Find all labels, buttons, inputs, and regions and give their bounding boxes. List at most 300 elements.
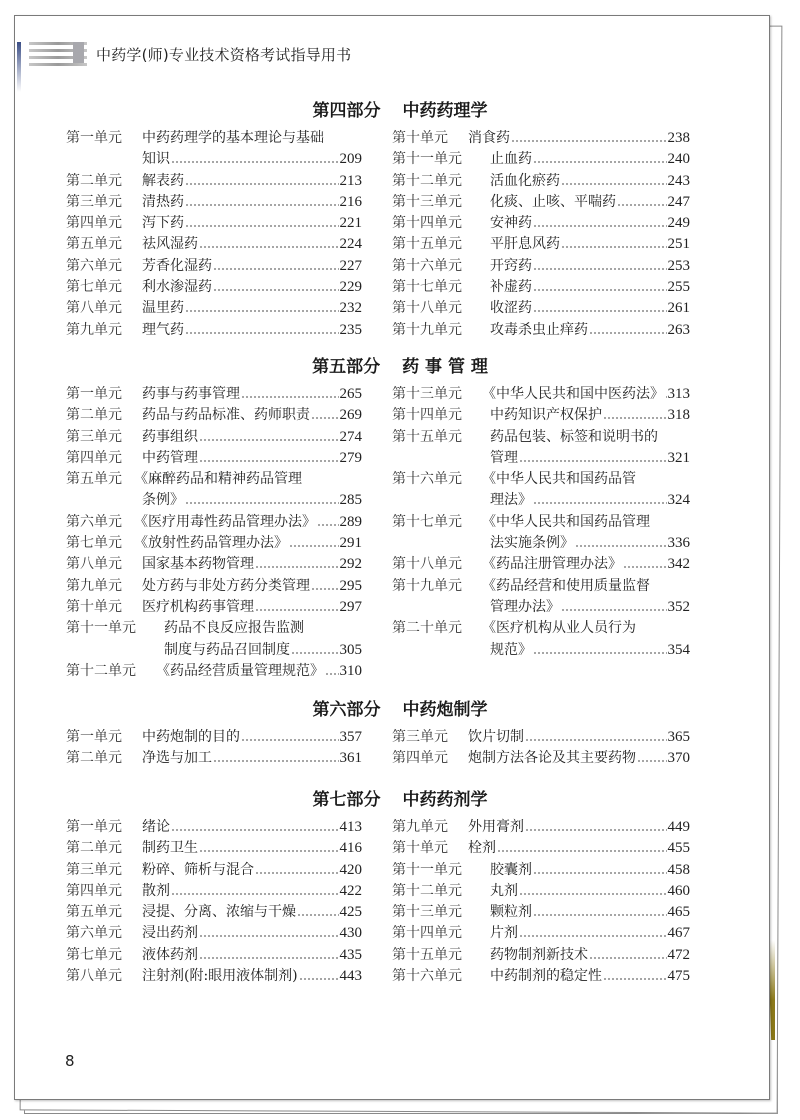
dot-leader <box>533 149 667 163</box>
entry-title: 消食药 <box>468 130 510 146</box>
toc-entry[interactable] <box>66 618 362 661</box>
unit-label: 第十一单元 <box>392 861 462 878</box>
entry-title: 药物制剂新技术 <box>490 946 588 963</box>
page-ref: 261 <box>667 300 690 317</box>
toc-entry[interactable] <box>66 966 362 987</box>
entry-title-line1: 《药品经营和使用质量监督 <box>482 577 650 594</box>
entry-title: 芳香化湿药 <box>142 257 212 274</box>
dot-leader <box>171 817 339 831</box>
blue-page-edge <box>17 42 21 92</box>
toc-entry[interactable] <box>66 427 362 448</box>
page-number: 8 <box>65 1052 75 1070</box>
toc-entry[interactable] <box>66 533 362 554</box>
page-ref: 209 <box>339 151 362 168</box>
page-ref: 449 <box>667 819 690 835</box>
entry-title-line1: 《医疗机构从业人员行为 <box>482 620 636 637</box>
toc-entry[interactable] <box>392 277 690 298</box>
part-subject: 中药药理学 <box>402 101 488 121</box>
unit-label: 第五单元 <box>66 236 122 253</box>
toc-column-right <box>392 128 690 341</box>
unit-label: 第十二单元 <box>66 662 136 679</box>
toc-column-left <box>66 128 362 341</box>
toc-entry[interactable] <box>392 902 690 923</box>
page-ref: 263 <box>667 321 690 338</box>
toc-entry[interactable] <box>392 860 690 881</box>
toc-entry[interactable] <box>392 234 690 255</box>
entry-title: 清热药 <box>142 193 184 210</box>
toc-column-right <box>392 384 690 661</box>
page-ref: 216 <box>339 193 362 210</box>
unit-label: 第九单元 <box>66 577 122 594</box>
toc-entry[interactable] <box>392 405 690 426</box>
dot-leader <box>519 448 667 462</box>
dot-leader <box>637 748 667 762</box>
dot-leader <box>185 320 339 334</box>
entry-title: 炮制方法各论及其主要药物 <box>468 750 636 767</box>
dot-leader <box>575 533 667 547</box>
entry-title: 散剂 <box>142 882 170 899</box>
unit-label: 第一单元 <box>66 729 122 745</box>
entry-title: 知识 <box>142 151 170 168</box>
page-ref: 416 <box>339 840 362 857</box>
entry-title: 浸提、分离、浓缩与干燥 <box>142 904 296 921</box>
dot-leader <box>533 277 667 291</box>
toc-entry[interactable] <box>66 817 362 838</box>
toc-entry[interactable] <box>392 384 690 405</box>
dot-leader <box>199 427 339 441</box>
entry-title: 丸剂 <box>490 882 518 899</box>
entry-title: 药事组织 <box>142 428 198 445</box>
toc-column-right <box>392 727 690 770</box>
toc-entry[interactable] <box>392 727 690 748</box>
dot-leader <box>519 923 667 937</box>
unit-label: 第六单元 <box>66 513 122 530</box>
entry-title: 医疗机构药事管理 <box>142 598 254 615</box>
dot-leader <box>185 298 339 312</box>
dot-leader <box>317 512 339 526</box>
page-ref: 221 <box>339 215 362 232</box>
entry-title: 理法》 <box>490 492 532 509</box>
page-ref: 430 <box>339 925 362 942</box>
entry-title: 液体药剂 <box>142 946 198 963</box>
unit-label: 第十八单元 <box>392 556 462 573</box>
unit-label: 第十四单元 <box>392 407 462 424</box>
unit-label: 第二十单元 <box>392 620 462 637</box>
dot-leader <box>241 727 339 741</box>
entry-title: 管理 <box>490 449 518 466</box>
toc-entry[interactable] <box>66 171 362 192</box>
toc-entry[interactable] <box>392 576 690 619</box>
dot-leader <box>533 256 667 270</box>
unit-label: 第十七单元 <box>392 279 462 296</box>
entry-title: 泻下药 <box>142 215 184 232</box>
dot-leader <box>171 881 339 895</box>
toc-entry[interactable] <box>392 427 690 470</box>
entry-title: 《药品注册管理办法》 <box>482 556 622 573</box>
page-ref: 243 <box>667 172 690 189</box>
toc-entry[interactable] <box>66 923 362 944</box>
part-number: 第七部分 <box>312 790 381 810</box>
unit-label: 第十单元 <box>66 598 122 615</box>
dot-leader <box>533 860 667 874</box>
unit-label: 第十四单元 <box>392 215 462 232</box>
toc-entry[interactable] <box>392 298 690 319</box>
toc-entry[interactable] <box>66 128 362 171</box>
entry-title: 温里药 <box>142 300 184 317</box>
dot-leader <box>533 298 667 312</box>
unit-label: 第九单元 <box>392 819 448 835</box>
dot-leader <box>185 171 339 185</box>
page-ref: 357 <box>339 729 362 745</box>
entry-title: 条例》 <box>142 492 184 509</box>
page-ref: 472 <box>667 946 690 963</box>
entry-title-line1: 《中华人民共和国药品管 <box>482 471 636 488</box>
dot-leader <box>533 213 667 227</box>
toc-entry[interactable] <box>66 881 362 902</box>
entry-title: 《医疗用毒性药品管理办法》 <box>134 513 316 530</box>
unit-label: 第十九单元 <box>392 577 462 594</box>
entry-title: 《药品经营质量管理规范》 <box>156 662 324 679</box>
toc-entry[interactable] <box>66 277 362 298</box>
entry-title: 胶囊剂 <box>490 861 532 878</box>
unit-label: 第十一单元 <box>66 620 136 637</box>
entry-title: 平肝息风药 <box>490 236 560 253</box>
dot-leader <box>213 748 339 762</box>
entry-title: 利水渗湿药 <box>142 279 212 296</box>
entry-title: 《放射性药品管理办法》 <box>134 535 288 552</box>
unit-label: 第三单元 <box>66 428 122 445</box>
page-ref: 435 <box>339 946 362 963</box>
dot-leader <box>297 902 339 916</box>
entry-title: 活血化瘀药 <box>490 172 560 189</box>
dot-leader <box>185 213 339 227</box>
dot-leader <box>199 923 339 937</box>
toc-entry[interactable] <box>392 320 690 341</box>
unit-label: 第十八单元 <box>392 300 462 317</box>
unit-label: 第十九单元 <box>392 321 462 338</box>
entry-title: 化痰、止咳、平喘药 <box>490 193 616 210</box>
page-ref: 227 <box>339 257 362 274</box>
entry-title: 药事与药事管理 <box>142 386 240 402</box>
toc-entry[interactable] <box>66 727 362 748</box>
toc-entry[interactable] <box>392 171 690 192</box>
unit-label: 第十三单元 <box>392 904 462 921</box>
entry-title: 规范》 <box>490 641 532 658</box>
toc-entry[interactable] <box>66 298 362 319</box>
entry-title: 中药炮制的目的 <box>142 729 240 745</box>
page-ref: 240 <box>667 151 690 168</box>
dot-leader <box>561 597 667 611</box>
unit-label: 第十二单元 <box>392 172 462 189</box>
unit-label: 第八单元 <box>66 300 122 317</box>
toc-entry[interactable] <box>392 256 690 277</box>
part-heading <box>0 695 800 720</box>
part-heading <box>0 352 800 377</box>
page-ref: 238 <box>667 130 690 146</box>
toc-entry[interactable] <box>392 554 690 575</box>
book-title: 中药学(师)专业技术资格考试指导用书 <box>96 46 352 64</box>
toc-entry[interactable] <box>392 512 690 555</box>
part-heading <box>0 785 800 810</box>
toc-column-right <box>392 817 690 987</box>
page-ref: 370 <box>667 750 690 767</box>
unit-label: 第一单元 <box>66 386 122 402</box>
unit-label: 第十七单元 <box>392 513 462 530</box>
toc-entry[interactable] <box>66 448 362 469</box>
part-subject: 中药炮制学 <box>402 700 488 720</box>
toc-entry[interactable] <box>66 512 362 533</box>
page-ref: 285 <box>339 492 362 509</box>
unit-label: 第十六单元 <box>392 257 462 274</box>
unit-label: 第十六单元 <box>392 968 462 985</box>
page-ref: 224 <box>339 236 362 253</box>
toc-entry[interactable] <box>392 748 690 769</box>
unit-label: 第十一单元 <box>392 151 462 168</box>
page-ref: 465 <box>667 904 690 921</box>
page-ref: 365 <box>667 729 690 745</box>
toc-entry[interactable] <box>66 469 362 512</box>
toc-entry[interactable] <box>66 902 362 923</box>
unit-label: 第九单元 <box>66 321 122 338</box>
toc-entry[interactable] <box>392 213 690 234</box>
page-ref: 460 <box>667 882 690 899</box>
page-ref: 420 <box>339 861 362 878</box>
page-ref: 425 <box>339 904 362 921</box>
entry-title: 安神药 <box>490 215 532 232</box>
page-ref: 458 <box>667 861 690 878</box>
entry-title: 收涩药 <box>490 300 532 317</box>
toc-entry[interactable] <box>392 923 690 944</box>
toc-entry[interactable] <box>66 213 362 234</box>
unit-label: 第四单元 <box>392 750 448 767</box>
unit-label: 第三单元 <box>392 729 448 745</box>
toc-entry[interactable] <box>66 748 362 769</box>
entry-title: 补虚药 <box>490 279 532 296</box>
header-block-icon <box>73 42 84 63</box>
page-ref: 324 <box>667 492 690 509</box>
toc-entry[interactable] <box>392 945 690 966</box>
page-ref: 318 <box>667 407 690 424</box>
page-ref: 354 <box>667 641 690 658</box>
page-ref: 413 <box>339 819 362 835</box>
toc-entry[interactable] <box>66 192 362 213</box>
page-ref: 247 <box>667 193 690 210</box>
entry-title: 栓剂 <box>468 840 496 857</box>
dot-leader <box>171 149 339 163</box>
unit-label: 第七单元 <box>66 535 122 552</box>
dot-leader <box>241 384 339 398</box>
toc-entry[interactable] <box>392 838 690 859</box>
page-ref: 342 <box>667 556 690 573</box>
page-ref: 251 <box>667 236 690 253</box>
dot-leader <box>525 817 667 831</box>
unit-label: 第四单元 <box>66 215 122 232</box>
unit-label: 第二单元 <box>66 750 122 767</box>
dot-leader <box>603 405 667 419</box>
unit-label: 第十二单元 <box>392 882 462 899</box>
entry-title: 开窍药 <box>490 257 532 274</box>
toc-entry[interactable] <box>66 597 362 618</box>
entry-title: 中药制剂的稳定性 <box>490 968 602 985</box>
unit-label: 第三单元 <box>66 193 122 210</box>
dot-leader <box>185 192 339 206</box>
toc-entry[interactable] <box>66 320 362 341</box>
part-subject: 药 事 管 理 <box>402 357 488 377</box>
entry-title: 《中华人民共和国中医药法》 <box>482 386 664 402</box>
entry-title: 制度与药品召回制度 <box>164 641 290 658</box>
dot-leader <box>255 860 339 874</box>
page-ref: 253 <box>667 257 690 274</box>
page-ref: 289 <box>339 513 362 530</box>
unit-label: 第二单元 <box>66 172 122 189</box>
toc-column-left <box>66 817 362 987</box>
page-ref: 310 <box>339 662 362 679</box>
dot-leader <box>497 838 667 852</box>
dot-leader <box>533 490 667 504</box>
dot-leader <box>311 576 339 590</box>
toc-entry[interactable] <box>392 192 690 213</box>
page-ref: 229 <box>339 279 362 296</box>
dot-leader <box>533 902 667 916</box>
entry-title: 国家基本药物管理 <box>142 556 254 573</box>
toc-entry[interactable] <box>66 661 362 682</box>
dot-leader <box>199 448 339 462</box>
dot-leader <box>289 533 339 547</box>
dot-leader <box>617 192 667 206</box>
page-ref: 291 <box>339 535 362 552</box>
entry-title: 片剂 <box>490 925 518 942</box>
toc-entry[interactable] <box>392 618 690 661</box>
unit-label: 第一单元 <box>66 819 122 835</box>
toc-entry[interactable] <box>66 838 362 859</box>
dot-leader <box>311 405 339 419</box>
entry-title: 颗粒剂 <box>490 904 532 921</box>
unit-label: 第七单元 <box>66 946 122 963</box>
unit-label: 第三单元 <box>66 861 122 878</box>
entry-title: 注射剂(附:眼用液体制剂) <box>142 968 298 985</box>
page-ref: 313 <box>667 386 690 402</box>
dot-leader <box>185 490 339 504</box>
dot-leader <box>561 171 667 185</box>
page-ref: 305 <box>339 641 362 658</box>
unit-label: 第五单元 <box>66 471 122 488</box>
page-ref: 279 <box>339 449 362 466</box>
entry-title-line1: 药品不良反应报告监测 <box>164 620 304 637</box>
page-ref: 235 <box>339 321 362 338</box>
entry-title: 绪论 <box>142 819 170 835</box>
unit-label: 第十三单元 <box>392 386 462 402</box>
toc-entry[interactable] <box>392 881 690 902</box>
entry-title: 理气药 <box>142 321 184 338</box>
dot-leader <box>199 945 339 959</box>
entry-title: 止血药 <box>490 151 532 168</box>
part-number: 第五部分 <box>312 357 381 377</box>
dot-leader <box>533 640 667 654</box>
page-ref: 265 <box>339 386 362 402</box>
dot-leader <box>589 945 667 959</box>
toc-entry[interactable] <box>66 554 362 575</box>
entry-title: 祛风湿药 <box>142 236 198 253</box>
entry-title: 中药知识产权保护 <box>490 407 602 424</box>
entry-title-line1: 药品包装、标签和说明书的 <box>490 428 658 445</box>
dot-leader <box>561 234 667 248</box>
toc-entry[interactable] <box>392 966 690 987</box>
page-ref: 336 <box>667 535 690 552</box>
dot-leader <box>299 966 339 980</box>
dot-leader <box>589 320 667 334</box>
entry-title: 中药管理 <box>142 449 198 466</box>
toc-entry[interactable] <box>66 384 362 405</box>
unit-label: 第十单元 <box>392 130 448 146</box>
dot-leader <box>511 128 667 142</box>
unit-label: 第十五单元 <box>392 428 462 445</box>
unit-label: 第八单元 <box>66 968 122 985</box>
unit-label: 第二单元 <box>66 407 122 424</box>
entry-title: 法实施条例》 <box>490 535 574 552</box>
toc-entry[interactable] <box>66 945 362 966</box>
toc-entry[interactable] <box>392 817 690 838</box>
part-heading <box>0 96 800 121</box>
dot-leader <box>519 881 667 895</box>
unit-label: 第二单元 <box>66 840 122 857</box>
page-ref: 213 <box>339 172 362 189</box>
page-ref: 422 <box>339 882 362 899</box>
toc-entry[interactable] <box>66 234 362 255</box>
dot-leader <box>665 384 667 398</box>
part-number: 第六部分 <box>312 700 381 720</box>
page-ref: 274 <box>339 428 362 445</box>
toc-entry[interactable] <box>392 469 690 512</box>
page-ref: 255 <box>667 279 690 296</box>
dot-leader <box>325 661 339 675</box>
unit-label: 第十六单元 <box>392 471 462 488</box>
toc-entry[interactable] <box>392 149 690 170</box>
entry-title-line1: 《麻醉药品和精神药品管理 <box>134 471 302 488</box>
unit-label: 第八单元 <box>66 556 122 573</box>
page-ref: 297 <box>339 598 362 615</box>
toc-column-left <box>66 727 362 770</box>
page-ref: 443 <box>339 968 362 985</box>
toc-entry[interactable] <box>66 405 362 426</box>
dot-leader <box>623 554 667 568</box>
page-ref: 352 <box>667 598 690 615</box>
toc-entry[interactable] <box>392 128 690 149</box>
entry-title: 攻毒杀虫止痒药 <box>490 321 588 338</box>
page-ref: 249 <box>667 215 690 232</box>
entry-title: 药品与药品标准、药师职责 <box>142 407 310 424</box>
entry-title: 解表药 <box>142 172 184 189</box>
dot-leader <box>525 727 667 741</box>
toc-entry[interactable] <box>66 860 362 881</box>
toc-entry[interactable] <box>66 256 362 277</box>
unit-label: 第十单元 <box>392 840 448 857</box>
entry-title: 制药卫生 <box>142 840 198 857</box>
entry-title: 净选与加工 <box>142 750 212 767</box>
unit-label: 第六单元 <box>66 925 122 942</box>
unit-label: 第四单元 <box>66 449 122 466</box>
unit-label: 第十五单元 <box>392 946 462 963</box>
dot-leader <box>603 966 667 980</box>
toc-entry[interactable] <box>66 576 362 597</box>
entry-title: 管理办法》 <box>490 598 560 615</box>
dot-leader <box>255 554 339 568</box>
unit-label: 第七单元 <box>66 279 122 296</box>
page-ref: 475 <box>667 968 690 985</box>
dot-leader <box>213 256 339 270</box>
entry-title-line1: 《中华人民共和国药品管理 <box>482 513 650 530</box>
unit-label: 第四单元 <box>66 882 122 899</box>
entry-title-line1: 中药药理学的基本理论与基础 <box>142 130 324 146</box>
